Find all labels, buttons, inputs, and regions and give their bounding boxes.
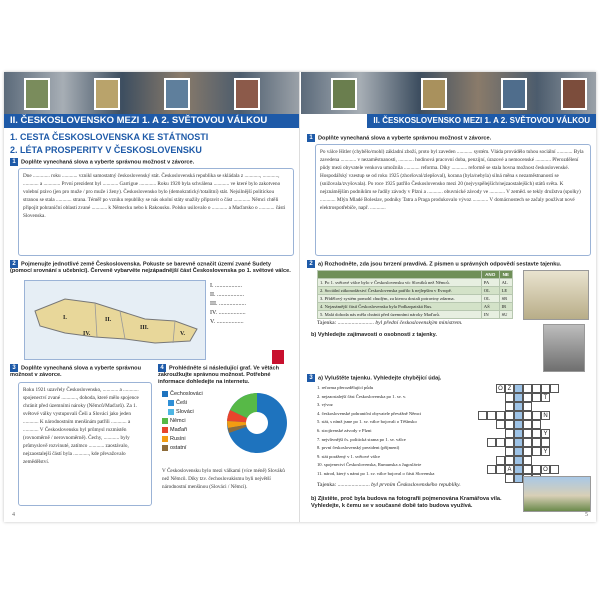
section-title: 2. LÉTA PROSPERITY V ČESKOSLOVENSKU [10, 145, 202, 155]
table-row[interactable]: 2. Sociální zákonodárství Československa patřilo k nejlepším v Evropě. OL LE [318, 287, 513, 295]
crossword-clues: 1. reforma přerozdělující půdu 2. nejzaostalejší část Československa po 1. sv. v. 3. vývoz 4. československé pohraniční obyvatele převážně Němci 5. stát, s nímž jsme po 1. sv. válce bojovali o Těšínsko 6. strojírenské závody v Plzni 7. nejvlivnější čs. politická strana po 1. sv. válce 8. první československý prezident (příjmení) 9. stát porážený v 1. světové válce 10. spojenectví Československa, Rumunska a Jugoslávie 11. národ, který s námi po 1. sv. válce bojoval o části Slovenska [317, 385, 435, 476]
task-1-heading [307, 134, 591, 142]
map-label-1: I. [63, 315, 67, 321]
kramar-villa-photo [523, 476, 591, 512]
task-3b-instruction: b) Zjistěte, proč byla budova na fotografii pojmenována Kramářova vila. Vyhledejte, k čemu se v současné době tato budova využívá. [311, 496, 502, 509]
page-number: 5 [585, 512, 588, 518]
column-header: ANO [481, 271, 499, 279]
task-1-text[interactable]: Dne ............. roku ............ vznikl samostatný československý stát. Československá republika se skládala z ............, ............, ............ a ............. První prezident byl ............ Garrigue ............. Roku 1920 byla schválena ............ ve které bylo zakotveno volební právo (jen pro muže / pro muže i ženy). Československo bylo (demokratický/totalitní) stát. Nejsilnější politickou stranou se stala ............ strana. Téměř po vzniku republiky se nás okolní státy snažily připravit o část ............. Němci chtěli připojit pohraniční oblasti zvané ............ k Německu nebo k Rakousku. Polsko usilovalo o ............ a Maďarsko o ............ části Slovenska. [18, 168, 294, 256]
czechoslovakia-map[interactable] [24, 280, 206, 360]
map-label-3: III. [140, 325, 149, 331]
table-row[interactable]: 3. Přídělový systém pomohl chudým, za kterou dostali potraviny zdarma. OL SR [318, 295, 513, 303]
task-number: 1 [10, 158, 18, 166]
answer-line-3[interactable]: III. .................. [210, 301, 246, 307]
tajenka-line[interactable]: Tajenka: .......................... byl přední československým ministrem. [317, 320, 463, 326]
stamp-image [94, 78, 120, 110]
photo-banner [4, 72, 299, 114]
left-page [4, 72, 300, 522]
stamp-image [24, 78, 50, 110]
task-3-text[interactable]: Roku 1921 uzavřely Československo, ............ a ............ spojenectví zvané ............, dohoda, které mělo spojence chránit před územními nároky (Němců/Maďarů). Za 1. světové války vystupovali Češi a Slováci jako jeden ............ K národnostním menšinám patřili ............ a ............ V Československu byl průmysl rozmístěn (rovnoměrně / nerovnoměrně). Čechy, ............ byly průmyslově rozvinuté, zatímco ............ zaostávalo, nejzaostalejší částí byla ............, kde převažovalo zemědělství. [18, 382, 152, 506]
task-4-heading [158, 364, 294, 386]
column-header [318, 271, 482, 279]
answer-line-2[interactable]: II. .................. [210, 292, 244, 298]
true-false-table [317, 270, 513, 319]
portrait-photo [543, 324, 585, 372]
legend-item: Češi [162, 399, 222, 408]
map-label-5: V. [180, 331, 186, 337]
answer-line-5[interactable]: V. .................. [210, 319, 244, 325]
task-4-text[interactable]: V Československu bylo mezi válkami (více méně) Slováků než Němců. Díky tzv. čechoslovakismu byli největší národnostní menšinou (Slováci / Němci). [158, 464, 294, 508]
task-number: 3 [307, 374, 315, 382]
stamp-image [561, 78, 587, 110]
map-answer-lines [210, 282, 294, 327]
stamp-image [331, 78, 357, 110]
legend-item: Slováci [162, 408, 222, 417]
task-2b-instruction: b) Vyhledejte zajímavosti o osobnosti z tajenky. [311, 332, 437, 338]
coat-of-arms-icon [272, 350, 284, 364]
chart-legend [162, 390, 222, 453]
stamp-image [164, 78, 190, 110]
table-row[interactable]: 1. Po 1. světové válce bylo v Československu víc Slováků než Němců. PA AL [318, 279, 513, 287]
tajenka-line[interactable]: Tajenka: ....................... byl prvním Československého republiky. [317, 482, 461, 488]
task-number: 2 [10, 260, 18, 268]
page-number: 4 [12, 512, 15, 518]
crossword-grid[interactable]: O Z T N Y Y A O [469, 384, 568, 483]
task-3-heading [307, 374, 591, 382]
task-number: 4 [158, 364, 166, 372]
task-instruction: a) Rozhodněte, zda jsou tvrzení pravdivá. Z písmen u správných odpovědí sestavte tajenku. [318, 261, 562, 268]
task-instruction: a) Vyluštěte tajenku. Vyhledejte chybějící údaj. [318, 375, 442, 382]
table-header [318, 271, 513, 279]
task-1-text[interactable]: Po válce Hitler (chybělo/mohl) základní zboží, proto byl zaveden ............ systém. Vláda provádělo tuhou sociální ............ Byla zavedena ............ v nezaměstnanosti, ............ hodinová pracovní doba, penzijní, úrazové a nemocenské ............ Přerozdělení půdy mezi obyvatele venkova umožnila ............ reforma. Díky ............ reformě se stala hovna možnost československé. Hospodářský vzestup se od roku 1925 (zhoršoval/zlepšoval), korana (byla/nebyla) silná měna s nezaměstnaností se (snižovala/zvyšovala). Po roce 1925 patřilo Československo mezi 20 (nejvyspělejších/nejzaostalejších) států světa. K nejznámějším podnikům se řadily závody v Plzni a ............ obuvnické závody ve ............ V zeměd. se tekly družstva (spolky) ............ Mlýn Mladé Boleslav, podniky Tatra a Praga produkovalo vývoz ............ V domácnostech se začaly používat nové elektrospotřebiče, např. ............ [315, 144, 591, 256]
section-title: 1. CESTA ČESKOSLOVENSKA KE STÁTNOSTI [10, 132, 209, 142]
legend-item: Rusíni [162, 435, 222, 444]
task-instruction: Doplňte vynechaná slova a vyberte správnou možnost v závorce. [21, 159, 195, 166]
task-instruction: Pojmenujte jednotlivé země Československa. Pokuste se barevně označit území zvané Sudety (pomocí srovnání s učebnicí). Červeně vybarvěte nejzápadnější část Československa po 1. světové válce. [10, 261, 291, 275]
task-3-heading [10, 364, 152, 379]
nationality-pie-chart [222, 388, 292, 458]
stamp-image [234, 78, 260, 110]
answer-line-1[interactable]: I. .................. [210, 283, 242, 289]
right-page [301, 72, 596, 522]
photo-banner [301, 72, 596, 114]
chapter-title: II. ČESKOSLOVENSKO MEZI 1. A 2. SVĚTOVOU VÁLKOU [4, 114, 299, 128]
task-instruction: Doplňte vynechaná slova a vyberte správnou možnost v závorce. [10, 365, 141, 379]
chapter-title: II. ČESKOSLOVENSKO MEZI 1. A 2. SVĚTOVOU VÁLKOU [367, 114, 596, 128]
pie-center [246, 412, 268, 434]
map-label-4: IV. [83, 331, 91, 337]
map-label-2: II. [105, 317, 112, 323]
task-instruction: Prohlédněte si následující graf. Ve větách zakroužkujte správnou možnost. Potřebné informace dohledejte na internetu. [158, 365, 280, 386]
task-number: 3 [10, 364, 18, 372]
column-header: NE [499, 271, 512, 279]
table-row[interactable]: 5. Malá dohoda nás měla chránit před územními nároky Maďarů. IN SU [318, 311, 513, 319]
newspaper-image [523, 270, 589, 320]
map-shape [25, 281, 205, 359]
answer-line-4[interactable]: IV. .................. [210, 310, 246, 316]
task-number: 1 [307, 134, 315, 142]
task-number: 2 [307, 260, 315, 268]
stamp-image [501, 78, 527, 110]
legend-item: Němci [162, 417, 222, 426]
stamp-image [421, 78, 447, 110]
table-row[interactable]: 4. Nejznámější částí Československa byla Podkarpatská Rus. AŠ IR [318, 303, 513, 311]
textbook-spread [4, 72, 596, 522]
task-2-heading [10, 260, 294, 275]
legend-item: ostatní [162, 444, 222, 453]
task-1-heading [10, 158, 294, 166]
task-2-heading [307, 260, 591, 268]
legend-item: Maďaři [162, 426, 222, 435]
legend-item: Čechoslováci [162, 390, 222, 399]
task-instruction: Doplňte vynechaná slova a vyberte správnou možnost v závorce. [318, 135, 492, 142]
